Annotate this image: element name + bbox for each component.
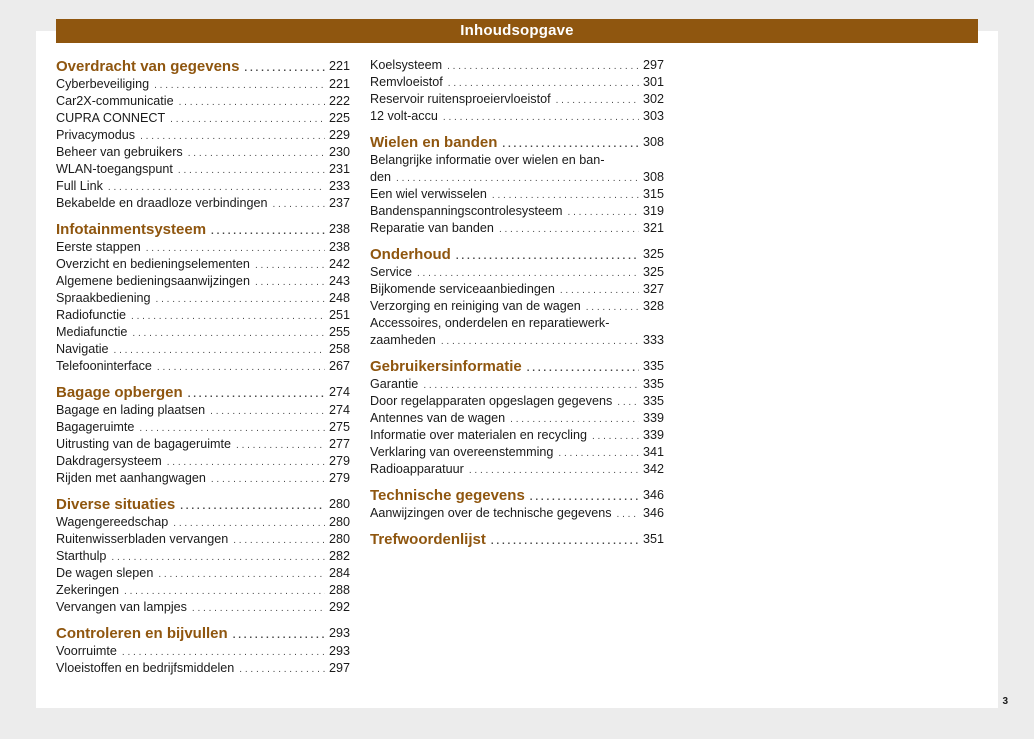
toc-entry-text: De wagen slepen (56, 566, 154, 580)
toc-page-number: 325 (642, 247, 664, 261)
dot-leader (492, 188, 639, 203)
toc-page-number: 258 (328, 342, 350, 356)
toc-entry[interactable] (56, 178, 350, 195)
section-title: Overdracht van gegevens (56, 58, 240, 75)
toc-entry-text: CUPRA CONNECT (56, 111, 166, 125)
toc-entry-text: Garantie (370, 377, 419, 391)
section-title: Onderhoud (370, 246, 451, 263)
toc-page-number: 325 (642, 265, 664, 279)
toc-entry[interactable] (56, 341, 350, 358)
toc-page-number: 301 (642, 75, 664, 89)
toc-entry[interactable] (56, 514, 350, 531)
toc-page-number: 335 (642, 394, 664, 408)
toc-page-number: 339 (642, 428, 664, 442)
dot-leader (441, 334, 639, 349)
toc-page-number: 308 (642, 170, 664, 184)
toc-page-number: 303 (642, 109, 664, 123)
toc-page-number: 321 (642, 221, 664, 235)
dot-leader (510, 412, 639, 427)
toc-entry-text: Bandenspanningscontrolesysteem (370, 204, 563, 218)
toc-entry[interactable] (370, 461, 664, 478)
toc-page-number: 297 (642, 58, 664, 72)
toc-entry[interactable] (56, 195, 350, 212)
toc-entry[interactable] (370, 376, 664, 393)
toc-entry-text: Service (370, 265, 412, 279)
toc-entry-text: Dakdragersysteem (56, 454, 162, 468)
dot-leader (527, 361, 639, 376)
toc-entry[interactable] (370, 57, 664, 74)
toc-entry-text: Antennes van de wagen (370, 411, 506, 425)
toc-page-number: 231 (328, 162, 350, 176)
toc-entry-text: Bagage en lading plaatsen (56, 403, 206, 417)
toc-page-number: 225 (328, 111, 350, 125)
dot-leader (556, 93, 639, 108)
toc-entry[interactable] (370, 91, 664, 108)
toc-entry-text: 12 volt-accu (370, 109, 438, 123)
toc-page-number: 274 (328, 385, 350, 399)
toc-entry-text: Koelsysteem (370, 58, 443, 72)
toc-entry[interactable] (370, 203, 664, 220)
toc-page-number: 339 (642, 411, 664, 425)
dot-leader (568, 205, 639, 220)
toc-entry-text: Full Link (56, 179, 103, 193)
dot-leader (244, 61, 325, 76)
dot-leader (173, 516, 325, 531)
toc-page-number: 346 (642, 506, 664, 520)
dot-leader (560, 283, 639, 298)
toc-entry-text: Privacymodus (56, 128, 136, 142)
toc-entry-text: Telefooninterface (56, 359, 152, 373)
toc-page-number: 238 (328, 222, 350, 236)
section-title: Diverse situaties (56, 496, 176, 513)
section-title: Technische gegevens (370, 487, 525, 504)
toc-entry[interactable] (56, 402, 350, 419)
toc-page-number: 297 (328, 661, 350, 675)
toc-entry-text[interactable]: Accessoires, onderdelen en reparatiewerk- (370, 316, 610, 330)
toc-entry[interactable] (56, 453, 350, 470)
section-title: Wielen en banden (370, 134, 498, 151)
toc-entry-text: Vervangen van lampjes (56, 600, 187, 614)
dot-leader (417, 266, 639, 281)
toc-entry-text: Zekeringen (56, 583, 120, 597)
toc-entry[interactable] (56, 161, 350, 178)
toc-entry-text: Radiofunctie (56, 308, 127, 322)
toc-entry[interactable] (56, 290, 350, 307)
toc-entry[interactable] (56, 256, 350, 273)
toc-entry[interactable] (56, 470, 350, 487)
toc-section-heading[interactable] (56, 495, 350, 514)
toc-entry[interactable] (56, 358, 350, 375)
toc-page-number: 335 (642, 359, 664, 373)
toc-page-number: 279 (328, 471, 350, 485)
toc-entry[interactable] (56, 307, 350, 324)
dot-leader (167, 455, 325, 470)
dot-leader (188, 146, 325, 161)
dot-leader (157, 360, 325, 375)
toc-entry[interactable] (56, 531, 350, 548)
toc-entry[interactable] (370, 220, 664, 237)
toc-entry[interactable] (56, 565, 350, 582)
toc-page-number: 229 (328, 128, 350, 142)
toc-entry[interactable] (370, 186, 664, 203)
toc-entry[interactable] (370, 74, 664, 91)
toc-entry-text: Overzicht en bedieningselementen (56, 257, 250, 271)
dot-leader (210, 404, 325, 419)
dot-leader (211, 472, 325, 487)
dot-leader (255, 275, 325, 290)
dot-leader (396, 171, 639, 186)
toc-page-number: 293 (328, 626, 350, 640)
toc-page-number: 308 (642, 135, 664, 149)
dot-leader (131, 309, 325, 324)
toc-page-number: 233 (328, 179, 350, 193)
toc-page-number: 342 (642, 462, 664, 476)
toc-entry[interactable] (56, 660, 350, 677)
toc-section-heading[interactable] (370, 530, 664, 549)
dot-leader (502, 137, 639, 152)
toc-page-number: 267 (328, 359, 350, 373)
toc-page-number: 221 (328, 59, 350, 73)
toc-entry-text: Cyberbeveiliging (56, 77, 150, 91)
toc-page-number: 284 (328, 566, 350, 580)
toc-page-number: 237 (328, 196, 350, 210)
dot-leader (530, 490, 639, 505)
dot-leader (132, 326, 325, 341)
dot-leader (156, 292, 325, 307)
toc-page-number: 315 (642, 187, 664, 201)
toc-page-number: 346 (642, 488, 664, 502)
toc-entry-text: Mediafunctie (56, 325, 128, 339)
toc-page-number: 302 (642, 92, 664, 106)
toc-page-number: 222 (328, 94, 350, 108)
toc-entry[interactable] (56, 144, 350, 161)
toc-entry[interactable] (370, 410, 664, 427)
dot-leader (586, 300, 639, 315)
dot-leader (124, 584, 325, 599)
toc-entry-text: Starthulp (56, 549, 107, 563)
dot-leader (617, 507, 639, 522)
toc-page-number: 279 (328, 454, 350, 468)
toc-entry-text: Een wiel verwisselen (370, 187, 487, 201)
dot-leader (233, 628, 325, 643)
toc-page-number: 280 (328, 497, 350, 511)
toc-page-number: 280 (328, 532, 350, 546)
toc-entry-text: Voorruimte (56, 644, 117, 658)
section-title: Controleren en bijvullen (56, 625, 228, 642)
toc-entry[interactable] (56, 76, 350, 93)
toc-entry-text: Rijden met aanhangwagen (56, 471, 206, 485)
toc-page-number: 243 (328, 274, 350, 288)
dot-leader (255, 258, 325, 273)
dot-leader (111, 550, 325, 565)
toc-section-heading[interactable] (56, 624, 350, 643)
toc-entry-continuation: den (370, 170, 392, 184)
page-title: Inhoudsopgave (56, 19, 978, 43)
toc-page-number: 277 (328, 437, 350, 451)
dot-leader (558, 446, 639, 461)
toc-entry[interactable] (56, 239, 350, 256)
dot-leader (192, 601, 325, 616)
toc-entry[interactable] (56, 643, 350, 660)
toc-column-left (56, 57, 350, 677)
toc-entry[interactable] (370, 427, 664, 444)
toc-entry[interactable] (56, 582, 350, 599)
dot-leader (139, 421, 325, 436)
toc-entry-text: Beheer van gebruikers (56, 145, 183, 159)
toc-page-number: 282 (328, 549, 350, 563)
dot-leader (443, 110, 639, 125)
toc-page-number: 333 (642, 333, 664, 347)
toc-page-number: 275 (328, 420, 350, 434)
dot-leader (423, 378, 639, 393)
section-title: Bagage opbergen (56, 384, 183, 401)
dot-leader (447, 59, 639, 74)
dot-leader (239, 662, 325, 677)
toc-entry-text: Bijkomende serviceaanbiedingen (370, 282, 555, 296)
toc-entry-text: Navigatie (56, 342, 109, 356)
dot-leader (180, 499, 325, 514)
toc-section-heading[interactable] (56, 220, 350, 239)
toc-page-number: 238 (328, 240, 350, 254)
toc-page-number: 255 (328, 325, 350, 339)
dot-leader (236, 438, 325, 453)
toc-entry-text[interactable]: Belangrijke informatie over wielen en ban- (370, 153, 605, 167)
dot-leader (456, 249, 639, 264)
toc-entry-text: Radioapparatuur (370, 462, 464, 476)
dot-leader (108, 180, 325, 195)
toc-page-number: 288 (328, 583, 350, 597)
toc-entry[interactable] (370, 298, 664, 315)
dot-leader (188, 387, 325, 402)
toc-entry-text: Ruitenwisserbladen vervangen (56, 532, 229, 546)
dot-leader (179, 95, 325, 110)
section-title: Gebruikersinformatie (370, 358, 522, 375)
toc-entry-text: Bekabelde en draadloze verbindingen (56, 196, 268, 210)
dot-leader (233, 533, 325, 548)
dot-leader (272, 197, 325, 212)
toc-entry-continuation: zaamheden (370, 333, 436, 347)
toc-page-number: 242 (328, 257, 350, 271)
dot-leader (491, 534, 639, 549)
toc-entry[interactable] (370, 281, 664, 298)
toc-entry-text: Uitrusting van de bagageruimte (56, 437, 232, 451)
page-number: 3 (1002, 696, 1008, 707)
dot-leader (469, 463, 639, 478)
dot-leader (114, 343, 325, 358)
toc-column-right (370, 57, 664, 549)
dot-leader (146, 241, 325, 256)
toc-section-heading[interactable] (370, 486, 664, 505)
toc-entry-text: Door regelapparaten opgeslagen gegevens (370, 394, 613, 408)
toc-entry-text: Reservoir ruitensproeiervloeistof (370, 92, 551, 106)
toc-page-number: 341 (642, 445, 664, 459)
toc-page-number: 248 (328, 291, 350, 305)
toc-entry[interactable] (370, 505, 664, 522)
toc-entry-text: Reparatie van banden (370, 221, 494, 235)
toc-entry[interactable] (56, 273, 350, 290)
toc-page-number: 221 (328, 77, 350, 91)
dot-leader (617, 395, 639, 410)
toc-page-number: 280 (328, 515, 350, 529)
toc-entry[interactable] (56, 110, 350, 127)
dot-leader (170, 112, 325, 127)
toc-entry-text: Spraakbediening (56, 291, 151, 305)
toc-entry-text: Car2X-communicatie (56, 94, 174, 108)
toc-entry[interactable] (370, 264, 664, 281)
toc-entry-text: Vloeistoffen en bedrijfsmiddelen (56, 661, 235, 675)
section-title: Trefwoordenlijst (370, 531, 486, 548)
toc-entry[interactable] (370, 332, 664, 349)
dot-leader (154, 78, 325, 93)
toc-entry[interactable] (56, 324, 350, 341)
toc-page-number: 293 (328, 644, 350, 658)
toc-entry-text: Verzorging en reiniging van de wagen (370, 299, 581, 313)
toc-entry[interactable] (370, 108, 664, 125)
toc-entry-text: Algemene bedieningsaanwijzingen (56, 274, 250, 288)
dot-leader (499, 222, 639, 237)
toc-page-number: 335 (642, 377, 664, 391)
toc-entry-text: Verklaring van overeenstemming (370, 445, 554, 459)
toc-page-number: 274 (328, 403, 350, 417)
toc-entry[interactable] (56, 93, 350, 110)
toc-entry-text: Wagengereedschap (56, 515, 169, 529)
toc-section-heading[interactable] (370, 245, 664, 264)
dot-leader (211, 224, 325, 239)
toc-page-number: 251 (328, 308, 350, 322)
toc-entry[interactable] (370, 393, 664, 410)
dot-leader (448, 76, 639, 91)
toc-entry[interactable] (56, 419, 350, 436)
toc-entry[interactable] (370, 444, 664, 461)
dot-leader (592, 429, 639, 444)
toc-entry-text: Aanwijzingen over de technische gegevens (370, 506, 612, 520)
toc-entry-text: Informatie over materialen en recycling (370, 428, 587, 442)
toc-entry[interactable] (56, 548, 350, 565)
dot-leader (158, 567, 325, 582)
toc-entry-text: WLAN-toegangspunt (56, 162, 173, 176)
toc-section-heading[interactable] (370, 357, 664, 376)
toc-entry[interactable] (56, 599, 350, 616)
dot-leader (178, 163, 325, 178)
toc-page-number: 327 (642, 282, 664, 296)
toc-page-number: 319 (642, 204, 664, 218)
toc-entry[interactable] (370, 169, 664, 186)
section-title: Infotainmentsysteem (56, 221, 207, 238)
toc-entry-text: Bagageruimte (56, 420, 135, 434)
toc-section-heading[interactable] (370, 133, 664, 152)
toc-entry-text: Eerste stappen (56, 240, 141, 254)
dot-leader (140, 129, 325, 144)
toc-section-heading[interactable] (56, 383, 350, 402)
toc-entry[interactable] (56, 127, 350, 144)
toc-page-number: 292 (328, 600, 350, 614)
toc-entry-text: Remvloeistof (370, 75, 443, 89)
toc-section-heading[interactable] (56, 57, 350, 76)
dot-leader (122, 645, 325, 660)
toc-page-number: 328 (642, 299, 664, 313)
toc-entry[interactable] (56, 436, 350, 453)
toc-page-number: 230 (328, 145, 350, 159)
toc-page-number: 351 (642, 532, 664, 546)
